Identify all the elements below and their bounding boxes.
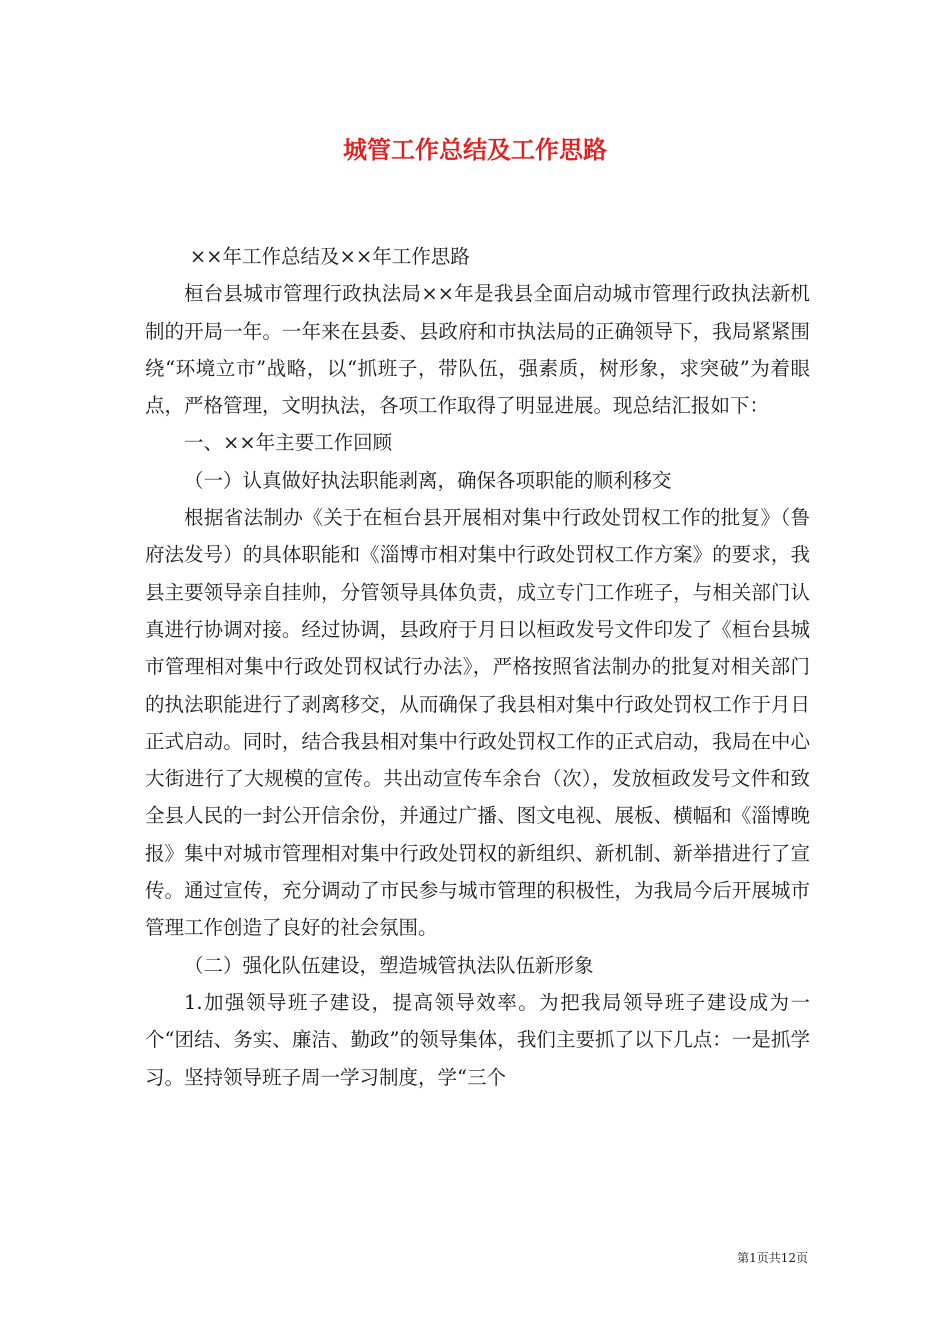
paragraph-body-1: 根据省法制办《关于在桓台县开展相对集中行政处罚权工作的批复》（鲁府法发号）的具体职能和《淄博市相对集中行政处罚权工作方案》的要求，我县主要领导亲自挂帅，分管领导具体负责，成立专门工作班子，与相关部门认真进行协调对接。经过协调，县政府于月日以桓政发号文件印发了《桓台县城市管理相对集中行政处罚权试行办法》，严格按照省法制办的批复对相关部门的执法职能进行了剥离移交，从而确保了我县相对集中行政处罚权工作于月日正式启动。同时，结合我县相对集中行政处罚权工作的正式启动，我局在中心大街进行了大规模的宣传。共出动宣传车余台（次），发放桓政发号文件和致全县人民的一封公开信余份，并通过广播、图文电视、展板、横幅和《淄博晚报》集中对城市管理相对集中行政处罚权的新组织、新机制、新举措进行了宣传。通过宣传，充分调动了市民参与城市管理的积极性，为我局今后开展城市管理工作创造了良好的社会氛围。 — [145, 506, 810, 940]
paragraph-subtitle: ××年工作总结及××年工作思路 — [189, 245, 470, 268]
page-number: 第1页共12页 — [737, 1251, 808, 1265]
section-heading-1: 一、××年主要工作回顾 — [184, 431, 393, 455]
document-title: 城管工作总结及工作思路 — [343, 135, 607, 164]
document-body — [145, 238, 810, 1096]
paragraph-intro: 桓台县城市管理行政执法局××年是我县全面启动城市管理行政执法新机制的开局一年。一年来在县委、县政府和市执法局的正确领导下，我局紧紧围绕“环境立市”战略，以“抓班子，带队伍，强素质，树形象，求突破”为着眼点，严格管理，文明执法，各项工作取得了明显进展。现总结汇报如下： — [145, 282, 810, 418]
subsection-heading-2: （二）强化队伍建设，塑造城管执法队伍新形象 — [184, 953, 594, 977]
subsection-heading-1: （一）认真做好执法职能剥离，确保各项职能的顺利移交 — [184, 468, 672, 492]
paragraph-body-2: 1.加强领导班子建设，提高领导效率。为把我局领导班子建设成为一个“团结、务实、廉洁、勤政”的领导集体，我们主要抓了以下几点：一是抓学习。坚持领导班子周一学习制度，学“三个 — [145, 990, 810, 1089]
